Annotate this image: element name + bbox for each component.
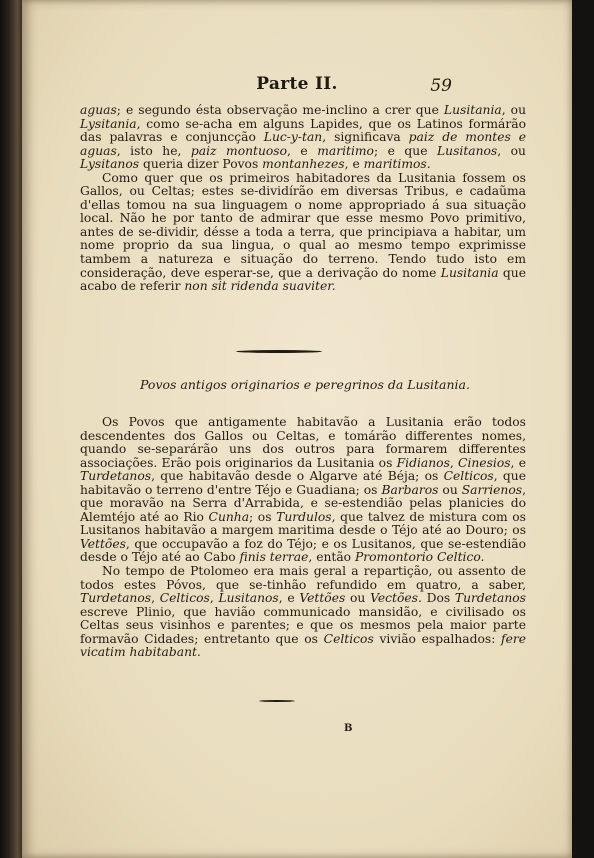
page-number: 59 [430,76,452,96]
italic-term: Lusitania [440,265,499,280]
end-divider [259,700,295,702]
italic-term: finis terrae [239,550,309,565]
italic-term: maritimos. [363,157,431,172]
italic-term: Turdetanos [80,591,152,606]
book-gutter [0,0,22,858]
text-block-1 [80,104,526,294]
paragraph [80,104,526,172]
text-block-2 [80,416,526,660]
italic-term: Cunha [208,509,250,524]
page-header [22,70,572,100]
text-run: , que habitavão o terreno d'entre Téjo e Guadiana; os [80,469,526,497]
text-run: , que occupavão a foz do Téjo; e os Lusitanos, que se-estendião desde o Téjo até ao Cabo [80,536,526,565]
italic-term: Lysitania [80,116,137,131]
italic-term: Lusitanos [436,143,498,158]
book-page [22,0,572,858]
text-run: queria dizer Povos [139,157,263,172]
text-run: , e [287,143,318,158]
text-run: , [209,591,219,606]
text-run: , ou [497,143,526,158]
italic-term: Cinesios [458,455,511,470]
text-run: , [449,455,459,470]
text-run: , ou [501,103,526,117]
signature-mark: B [344,723,353,734]
italic-term: Vectões. [370,591,422,606]
section-title: Povos antigos originarios e peregrinos da Lusitania. [140,377,470,392]
running-head: Parte II. [256,74,338,94]
text-run: , [151,591,160,606]
text-run: ; e que [373,143,437,158]
italic-term: fere vicatim habitabant. [80,631,526,660]
italic-term: Vettões [299,591,346,606]
text-run: que acabo de referir [80,265,526,294]
text-run: , isto he, [116,143,191,158]
text-run: ou [438,482,462,497]
text-run: ou [345,591,371,606]
italic-term: Turdetanos [80,469,152,484]
italic-term: paiz montuoso [190,143,287,158]
text-run: , e [510,455,526,470]
paragraph [80,172,526,294]
text-run: , que habitavão desde o Algarve até Béja; os [151,469,444,484]
italic-term: Celticos [323,631,374,646]
italic-term: Barbaros [381,482,439,497]
text-run: No tempo de Ptolomeo era mais geral a repartição, ou assento de todos estes Póvos, que se-tinhão refundido em quatro, a saber, [80,564,526,592]
text-run: , que moravão na Serra d'Arrabida, e se-estendião pelas planicies do Alemtéjo até ao Rio [80,482,526,524]
italic-term: aguas [80,103,117,117]
book-spine-shadow [572,0,594,858]
italic-term: paiz de montes e aguas [80,130,526,158]
italic-term: Vettões [80,536,126,551]
text-run: escreve Plinio, que havião communicado mansidão, e civilisado os Celtas seus visinhos e parentes; e que os mesmos pela maior parte formavão Cidades; entretanto que os [80,604,526,646]
text-run: vivião espalhados: [373,631,502,646]
text-run: , e [344,157,364,172]
italic-term: maritimo [317,143,374,158]
text-run: , então [308,550,355,565]
italic-term: Lusitania [443,103,502,117]
italic-term: Celticos [159,591,210,606]
text-run: , e [278,591,300,606]
italic-term: Turdetanos [454,591,526,606]
text-run: , como se-acha em alguns Lapides, que os Latinos formárão das palavras e conjuncção [80,116,526,145]
italic-term: Promontorio Celtico. [354,550,485,565]
text-run: ; os [249,509,277,524]
italic-term: Fidianos [396,455,450,470]
italic-term: non sit ridenda suaviter. [184,279,336,294]
paragraph [80,416,526,565]
italic-term: Turdulos [276,509,332,524]
italic-term: Lysitanos [80,157,140,172]
text-run: Dos [421,591,455,606]
italic-term: montanhezes [262,157,345,172]
text-run: , que talvez de mistura com os Lusitanos habitavão a margem maritima desde o Téjo até ao Douro; os [80,509,526,538]
text-run: ; e segundo ésta observação me-inclino a crer que [116,103,444,117]
text-run: Como quer que os primeiros habitadores da Lusitania fossem os Gallos, ou Celtas; estes se-dividírão em diversas Tribus, e cadaũma d'ellas tomou na sua linguagem o nome appropriado á sua situação local. Não he por tanto de admirar que esse mesmo Povo primitivo, antes de se-dividir, désse a toda a terra, que principiava a habitar, um nome proprio da sua lingua, o qual ao mesmo tempo exprimisse tambem a natureza e situação do terreno. Tendo tudo isto em consideração, deve esperar-se, que a derivação do nome [80,170,526,280]
text-run: , significava [322,130,409,145]
text-run: Os Povos que antigamente habitavão a Lusitania erão todos descendentes dos Gallos ou Celtas, e tomárão differentes nomes, quando se-separárão uns dos outros para formarem differentes associações. Erão pois originarios da Lusitania os [80,415,526,470]
section-divider [236,350,322,353]
italic-term: Celticos [443,469,494,484]
italic-term: Lusitanos [218,591,279,606]
italic-term: Sarrienos [461,482,523,497]
italic-term: Luc-y-tan [263,130,323,145]
paragraph [80,565,526,660]
